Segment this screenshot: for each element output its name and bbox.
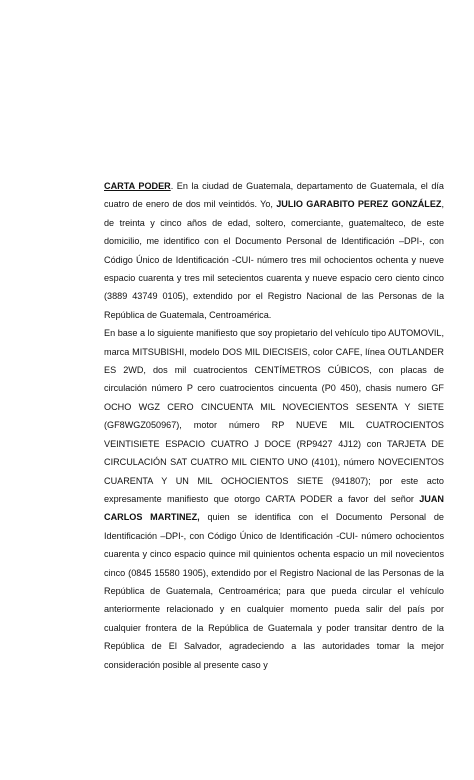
grantee-name: JUAN CARLOS MARTINEZ, [104, 493, 444, 523]
vehicle-text-part-1: En base a lo siguiente manifiesto que soy propietario del vehículo tipo AUTOMOVIL, marca MITSUBISHI, modelo DOS MIL DIECISEIS, color CAFE, línea OUTLANDER ES 2WD, dos mil cuatrocientos CENTÍMETROS CÚBICOS, con placas de circulación número P cero cuatrocientos cincuenta (P0 450), chasis numero GF OCHO WGZ CERO CINCUENTA MIL NOVECIENTOS SESENTA Y SIETE (GF8WGZ050967), motor número RP NUEVE MIL CUATROCIENTOS VEINTISIETE ESPACIO CUATRO J DOCE (RP9427 4J12) con TARJETA DE CIRCULACIÓN SAT CUATRO MIL CIENTO UNO (4101), número NOVECIENTOS CUARENTA Y UN MIL OCHOCIENTOS SIETE (941807); por este acto expresamente manifiesto que otorgo CARTA PODER a favor del señor [104, 328, 444, 504]
vehicle-text-part-2: quien se identifica con el Documento Personal de Identificación –DPI-, con Código Único de Identificación -CUI- número ochocientos cuarenta y cinco espacio quince mil quinientos ochenta espacio un mil novecientos cinco (0845 15580 1905), extendido por el Registro Nacional de las Personas de la República de Guatemala, Centroamérica; para que pueda circular el vehículo anteriormente relacionado y en cualquier momento pueda salir del país por cualquier frontera de la República de Guatemala y poder transitar dentro de la República de El Salvador, agradeciendo a las autoridades tomar la mejor consideración posible al presente caso y [104, 512, 444, 670]
intro-text-part-2: , de treinta y cinco años de edad, soltero, comerciante, guatemalteco, de este domicilio, me identifico con el Documento Personal de Identificación –DPI-, con Código Único de Identificación -CUI- número tres mil ochocientos ochenta y nueve espacio cuarenta y tres mil setecientos cuarenta y nueve espacio cero ciento cinco (3889 43749 0105), extendido por el Registro Nacional de las Personas de la República de Guatemala, Centroamérica. [104, 199, 444, 320]
document-title: CARTA PODER [104, 181, 171, 191]
paragraph-vehicle [104, 324, 444, 674]
paragraph-intro [104, 177, 444, 324]
intro-text-part-1: . En la ciudad de Guatemala, departamento de Guatemala, el día cuatro de enero de dos mil veintidós. Yo, [104, 181, 444, 210]
document-body [104, 177, 444, 674]
grantor-name: JULIO GARABITO PEREZ GONZÁLEZ [276, 199, 442, 210]
